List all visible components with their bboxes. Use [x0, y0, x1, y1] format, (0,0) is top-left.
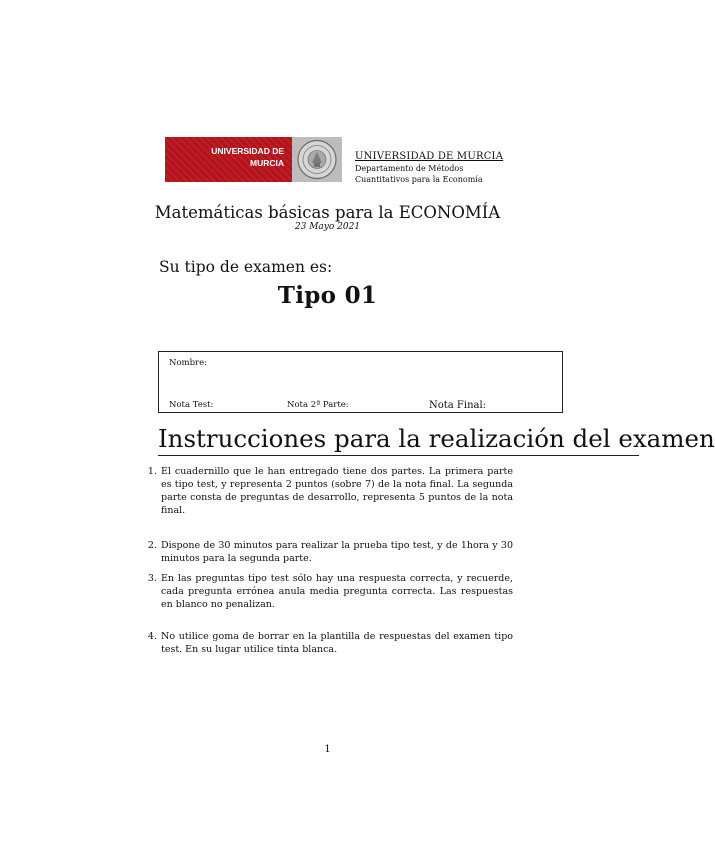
university-info: [355, 151, 503, 185]
exam-type-value: Tipo 01: [277, 282, 378, 309]
instruction-number: 1.: [147, 466, 157, 477]
heading-divider: [158, 455, 639, 456]
instruction-item: [143, 465, 515, 519]
university-seal-icon: [292, 137, 342, 182]
part2-grade-label: Nota 2ª Parte:: [287, 400, 349, 410]
instruction-number: 4.: [147, 631, 157, 642]
department-line1: Departamento de Métodos: [355, 164, 464, 173]
final-grade-label: Nota Final:: [429, 400, 487, 411]
instruction-item: [143, 572, 515, 614]
instruction-text: Dispone de 30 minutos para realizar la prueba tipo test, y de 1hora y 30 minutos para la segunda parte.: [161, 540, 513, 564]
instruction-number: 2.: [147, 540, 157, 551]
test-grade-label: Nota Test:: [169, 400, 214, 410]
instruction-text: No utilice goma de borrar en la plantilla de respuestas del examen tipo test. En su lugar utilice tinta blanca.: [161, 631, 513, 655]
logo-text: [211, 145, 284, 169]
student-info-box: [158, 351, 563, 413]
instructions-heading: Instrucciones para la realización del examen: [158, 424, 715, 453]
course-title: Matemáticas básicas para la ECONOMÍA: [154, 203, 501, 222]
exam-date: 23 Mayo 2021: [294, 222, 361, 232]
department-line2: Cuantitativos para la Economía: [355, 175, 483, 184]
instruction-number: 3.: [147, 573, 157, 584]
exam-type-label: Su tipo de examen es:: [159, 258, 333, 276]
name-label: Nombre:: [169, 358, 208, 368]
university-name: UNIVERSIDAD DE MURCIA: [355, 151, 504, 162]
logo-line2: MURCIA: [250, 158, 284, 168]
instruction-item: [143, 539, 515, 567]
page-number: 1: [324, 744, 331, 755]
instruction-text: El cuadernillo que le han entregado tiene dos partes. La primera parte es tipo test, y representa 2 puntos (sobre 7) de la nota final. La segunda parte consta de preguntas de desarrollo, representa 5 puntos de la nota final.: [161, 466, 513, 516]
instruction-item: [143, 630, 515, 658]
university-logo: [165, 137, 342, 182]
instruction-text: En las preguntas tipo test sólo hay una respuesta correcta, y recuerde, cada pregunta errónea anula media pregunta correcta. Las respuestas en blanco no penalizan.: [161, 573, 513, 610]
logo-line1: UNIVERSIDAD DE: [211, 146, 284, 156]
